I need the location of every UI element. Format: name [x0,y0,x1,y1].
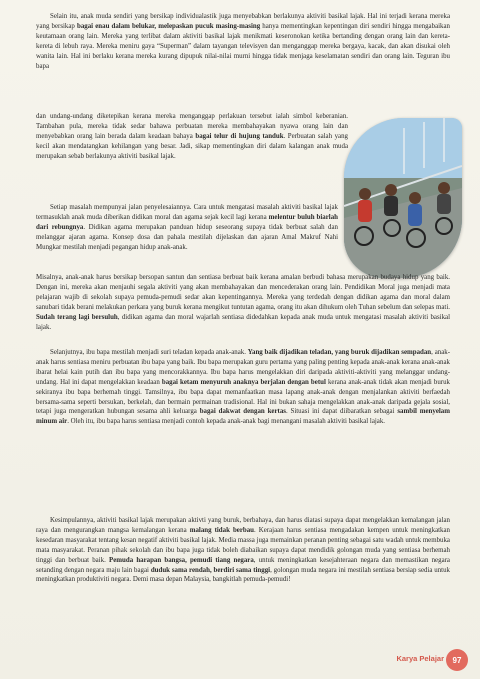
paragraph-text: Selanjutnya, ibu bapa mestilah menjadi suri teladan kepada anak-anak. [50,349,246,356]
paragraph-text: , didikan agama dan moral wajarlah sentiasa didedahkan kepada anak muda untuk mengatasi masalah aktiviti basikal lajak. [36,313,450,331]
paragraph-text: , anak-anak harus sentiasa meniru perbuatan ibu bapa yang baik. Ibu bapa merupakan guru pertama yang paling penting kepada anak-anak kerana anak-anak ibarat helai kain putih dan ibu bapa yang mencorakkannya. Ibu bapa harus mengelakkan diri daripada aktiviti-aktiviti yang melanggar undang-undang. Hal ini dapat mengelakkan keadaan [36,349,451,386]
bicycle-riders-illustration [344,118,462,278]
paragraph-text: . Kerajaan harus sentiasa mengadakan kempen untuk meningkatkan kesedaran masyarakat tentang kesan negatif aktiviti basikal lajak. Media massa juga memainkan peranan penting sebagai satu wadah untuk membuka mata masyarakat. Peranan pihak sekolah dan ibu bapa juga tidak boleh diabaikan supaya dapat mendidik golongan muda yang sentiasa berhemah tinggi dan berbuat baik. [36,526,450,564]
paragraph-3 [36,348,450,427]
paragraph-text: kerana anak-anak tidak akan menjadi buruk sekiranya ibu bapa berhemah tinggi. Tamsilnya, ibu bapa dapat memanfaatkan masa lapang anak-anak dengan menjalankan aktiviti berfaedah bersama-sama seperti bersukan, berkelah, dan bermain permainan tradisional. Hal ini bukan sahaja mengelakkan anak-anak daripada gejala sosial, tetapi juga mengeratkan hubungan sesama ahli keluarga [36,378,450,416]
paragraph-2 [36,203,338,253]
idiom-bold: Pemuda harapan bangsa, pemudi tiang negara [109,556,254,564]
paragraph-1 [36,12,450,71]
paragraph-4 [36,516,450,585]
idiom-bold: bagai ketam menyuruh anaknya berjalan dengan betul [161,378,326,386]
idiom-bold: bagai enau dalam belukar, melepaskan pucuk masing-masing [77,22,261,30]
idiom-bold: Sudah terang lagi bersuluh [36,313,118,321]
paragraph-1-continued [36,112,348,162]
idiom-bold: bagai telur di hujung tanduk [195,132,284,140]
idiom-bold: sambil menyelam minum air [36,408,450,426]
page-footer [380,639,480,679]
paragraph-2-continued [36,273,450,332]
idiom-bold: duduk sama rendah, berdiri sama tinggi [150,566,271,574]
paragraph-text: Misalnya, anak-anak harus bersikap bersopan santun dan sentiasa berbuat baik kerana amalan berbudi bahasa merupakan budaya hidup yang baik. Dengan ini, mereka akan menjauhi segala aktiviti yang akan membahayakan dan mencederakan orang lain. Pendidikan Moral juga menjadi mata pelajaran wajib di sekolah supaya pemuda-pemudi sedar akan kepentingannya. Mereka yang terdedah dengan didikan agama dan moral dalam sanubari tidak berani melakukan perkara yang buruk kerana mengikut tuntutan agama, orang itu akan dihukum oleh Tuhan sebelum dan selepas mati. [36,274,450,311]
idiom-bold: malang tidak berbau [189,526,255,534]
paragraph-text: . Perbuatan salah yang kecil akan mendatangkan kehilangan yang besar. Jadi, sikap mementingkan diri dalam kalangan anak muda merupakan sebab berlakunya aktiviti basikal lajak. [36,132,348,160]
idiom-bold: bagai dakwat dengan kertas [199,408,286,416]
paragraph-text: hanya mementingkan kepentingan diri sendiri hingga mengabaikan keutamaan orang lain. Mereka yang terlibat dalam aktiviti basikal lajak menikmati keseronokan ketika bertanding dengan orang lain dan kereta-kereta di lebuh raya. Mereka meniru gaya “Superman” dalam tayangan televisyen dan menganggap mereka bergaya, kacak, dan akan disukai oleh wanita lain. Hal ini berlaku kerana mereka kurang dipupuk nilai-nilai murni hingga tidak menjaga keselamatan sendiri dan orang lain. Teguran ibu bapa [36,22,450,70]
paragraph-text: . Oleh itu, ibu bapa harus sentiasa menjadi contoh kepada anak-anak bagi menangani masalah aktiviti basikal lajak. [67,418,386,426]
paragraph-text: Selain itu, anak muda sendiri yang bersikap individualastik juga menyebabkan berlakunya aktiviti basikal lajak. Hal ini terjadi kerana mereka yang bersikap [36,13,450,30]
paragraph-text: Kesimpulannya, aktiviti basikal lajak merupakan aktivti yang buruk, berbahaya, dan harus diatasi supaya dapat mengelakkan kemalangan jalan raya dan mengurangkan mangsa kemalangan kerana [36,517,450,534]
bicycle-riders-photo [344,118,462,278]
page-number: 97 [446,649,468,671]
paragraph-text: . Situasi ini dapat diibaratkan sebagai [285,408,395,416]
paragraph-text: Setiap masalah mempunyai jalan penyelesaiannya. Cara untuk mengatasi masalah aktiviti basikal lajak termasuklah anak muda diberikan didikan moral dan agama sejak kecil lagi kerana [36,204,338,221]
paragraph-text: , untuk meningkatkan kesejahteraan negara dan memastikan negara setanding dengan negara maju lain bagai [36,556,450,574]
paragraph-text: , golongan muda negara ini mestilah sentiasa bersiap sedia untuk meningkatkan produktiviti negara. Demi masa depan Malaysia, bangkitlah pemuda-pemudi! [36,566,450,584]
paragraph-text: . Didikan agama merupakan panduan hidup seseorang supaya tidak berbuat salah dan melanggar ajaran agama. Konsep dosa dan pahala mestilah dijelaskan dan ajaran Amal Makruf Nahi Mungkar mestilah menjadi pegangan hidup anak-anak. [36,223,338,251]
idiom-bold: melentur buluh biarlah dari rebungnya [36,213,338,231]
section-label: Karya Pelajar [396,654,444,663]
paragraph-text: dan undang-undang diketepikan kerana mereka menganggap perlakuan tersebut ialah simbol keberanian. Tambahan pula, mereka tidak sedar bahawa perbuatan mereka membahayakan nyawa orang lain dan menyebabkan orang lain berada dalam keadaan bahaya [36,113,348,140]
idiom-bold: Yang baik dijadikan teladan, yang buruk dijadikan sempadan [247,349,432,356]
